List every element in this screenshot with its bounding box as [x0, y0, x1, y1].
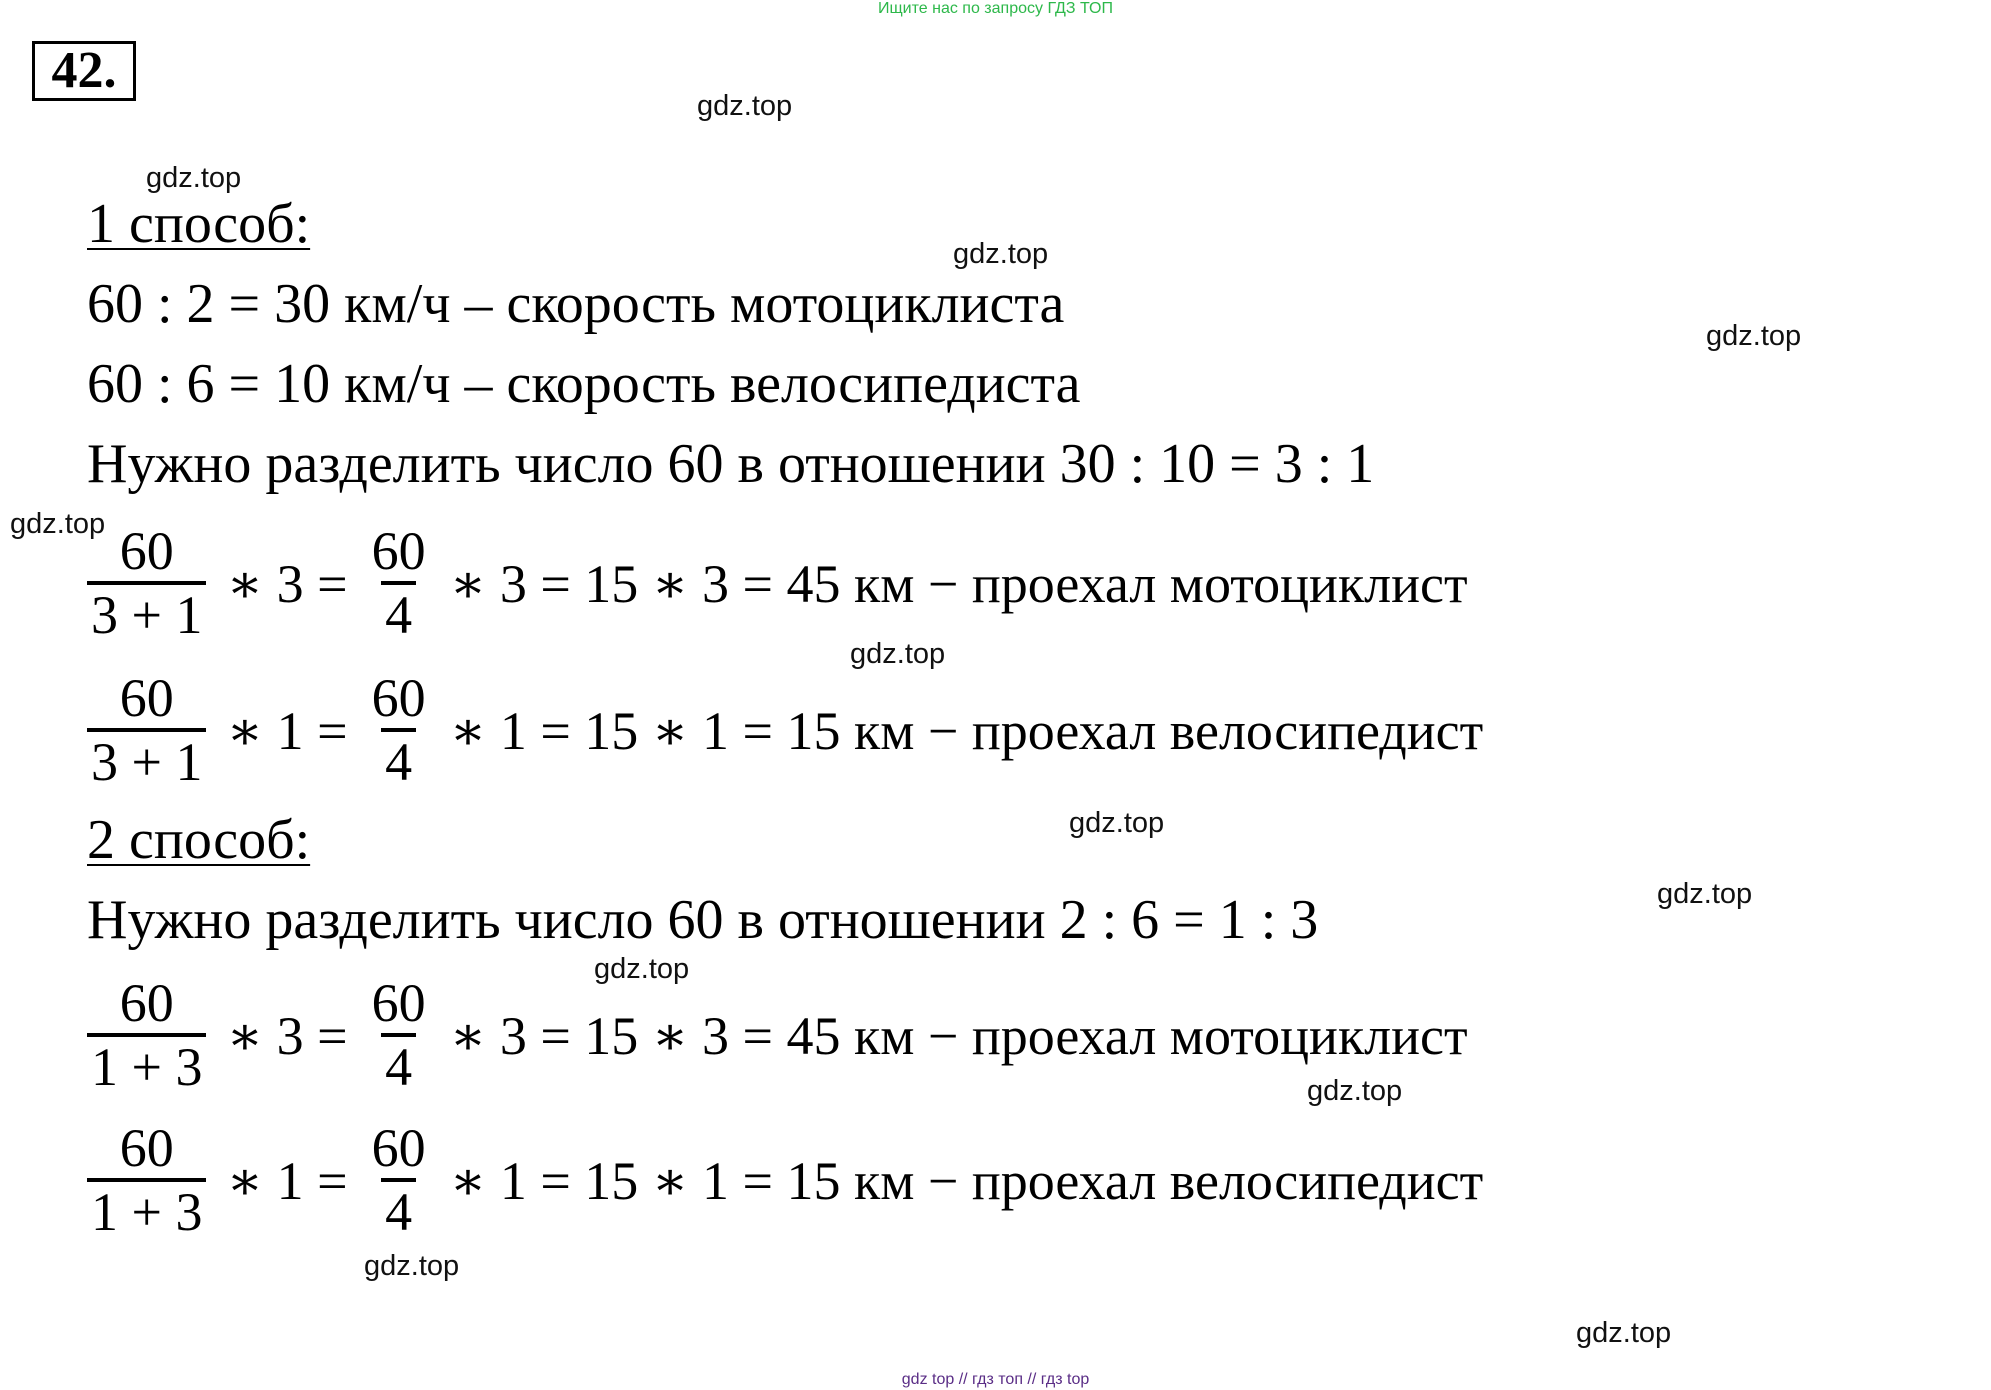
denominator: 3 + 1 [87, 728, 206, 792]
denominator: 4 [381, 581, 416, 645]
operator: ∗ 1 = [226, 700, 348, 761]
watermark: gdz.top [697, 90, 793, 122]
method1-line2: 60 : 6 = 10 км/ч – скорость велосипедиста [87, 353, 1081, 415]
fraction [87, 1118, 206, 1242]
operator: ∗ 1 = [226, 1150, 348, 1211]
watermark: gdz.top [1576, 1317, 1672, 1349]
method1-line3: Нужно разделить число 60 в отношении 30 : 10 = 3 : 1 [87, 433, 1375, 495]
watermark: gdz.top [1307, 1075, 1403, 1107]
method2-heading: 2 способ: [87, 809, 311, 871]
numerator: 60 [371, 668, 426, 728]
watermark: gdz.top [953, 238, 1049, 270]
fraction [87, 668, 206, 792]
footer-links: gdz top // гдз топ // гдз top [901, 1371, 1090, 1388]
watermark: gdz.top [850, 638, 946, 670]
top-note: Ищите нас по запросу ГДЗ ТОП [878, 0, 1113, 17]
denominator: 1 + 3 [87, 1178, 206, 1242]
fraction [368, 521, 430, 645]
operator: ∗ 3 = [226, 1005, 348, 1066]
numerator: 60 [119, 521, 174, 581]
operator: ∗ 3 = [226, 553, 348, 614]
numerator: 60 [371, 973, 426, 1033]
fraction [87, 521, 206, 645]
watermark: gdz.top [594, 953, 690, 985]
method2-line1: Нужно разделить число 60 в отношении 2 : 6 = 1 : 3 [87, 889, 1319, 951]
numerator: 60 [371, 521, 426, 581]
watermark: gdz.top [1069, 807, 1165, 839]
method1-line1: 60 : 2 = 30 км/ч – скорость мотоциклиста [87, 273, 1065, 335]
equation-rest: ∗ 1 = 15 ∗ 1 = 15 км − проехал велосипедист [449, 700, 1484, 761]
fraction [368, 973, 430, 1097]
task-number: 42. [32, 41, 136, 101]
watermark: gdz.top [146, 162, 242, 194]
method1-heading: 1 способ: [87, 193, 311, 255]
denominator: 1 + 3 [87, 1033, 206, 1097]
method2-equation2 [87, 1105, 1483, 1255]
method1-equation1 [87, 508, 1468, 658]
numerator: 60 [119, 1118, 174, 1178]
denominator: 3 + 1 [87, 581, 206, 645]
fraction [87, 973, 206, 1097]
watermark: gdz.top [10, 508, 106, 540]
numerator: 60 [371, 1118, 426, 1178]
method1-equation2 [87, 655, 1483, 805]
watermark: gdz.top [364, 1250, 460, 1282]
fraction [368, 668, 430, 792]
equation-rest: ∗ 1 = 15 ∗ 1 = 15 км − проехал велосипедист [449, 1150, 1484, 1211]
denominator: 4 [381, 728, 416, 792]
numerator: 60 [119, 668, 174, 728]
numerator: 60 [119, 973, 174, 1033]
watermark: gdz.top [1657, 878, 1753, 910]
watermark: gdz.top [1706, 320, 1802, 352]
denominator: 4 [381, 1178, 416, 1242]
method2-equation1 [87, 960, 1468, 1110]
fraction [368, 1118, 430, 1242]
equation-rest: ∗ 3 = 15 ∗ 3 = 45 км − проехал мотоциклист [449, 553, 1468, 614]
equation-rest: ∗ 3 = 15 ∗ 3 = 45 км − проехал мотоциклист [449, 1005, 1468, 1066]
denominator: 4 [381, 1033, 416, 1097]
